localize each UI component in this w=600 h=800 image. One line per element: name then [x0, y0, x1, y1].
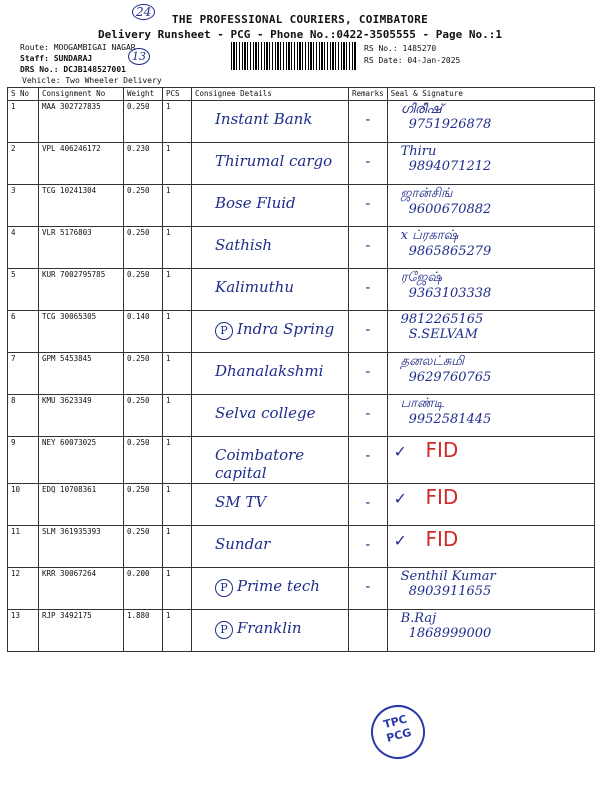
- remark-mark: -: [363, 579, 373, 595]
- cell-weight: 0.250: [124, 526, 163, 568]
- seal-phone: 9629760765: [408, 370, 492, 385]
- cell-pcs: 1: [163, 484, 192, 526]
- consignee-name: Thirumal cargo: [215, 152, 333, 170]
- consignee-name: Franklin: [237, 619, 302, 637]
- cell-consignee: [192, 568, 349, 610]
- cell-seal: [387, 311, 594, 353]
- cell-seal: [387, 610, 594, 652]
- table-row: [8, 143, 595, 185]
- seal-phone: 9865865279: [408, 244, 492, 259]
- cell-seal: [387, 185, 594, 227]
- cell-remarks: [349, 395, 388, 437]
- drs-number: DRS No.: DCJB148527001: [20, 65, 126, 74]
- cell-consignment: TCG 10241304: [39, 185, 124, 227]
- cell-pcs: 1: [163, 568, 192, 610]
- cell-remarks: [349, 437, 388, 484]
- cell-sno: 2: [8, 143, 39, 185]
- cell-consignee: [192, 395, 349, 437]
- seal-name: ரஜேஷ்: [400, 270, 442, 285]
- cell-weight: 1.880: [124, 610, 163, 652]
- cell-pcs: 1: [163, 353, 192, 395]
- cell-consignment: TCG 30065305: [39, 311, 124, 353]
- tick-mark: ✓: [394, 441, 406, 462]
- cell-consignee: [192, 143, 349, 185]
- cell-consignee: [192, 227, 349, 269]
- consignee-name: Selva college: [215, 404, 316, 422]
- table-row: [8, 227, 595, 269]
- col-seal: Seal & Signature: [387, 88, 594, 101]
- col-pcs: PCS: [163, 88, 192, 101]
- seal-phone: 9952581445: [408, 412, 492, 427]
- cell-sno: 10: [8, 484, 39, 526]
- consignee-name: Prime tech: [237, 577, 320, 595]
- cell-pcs: 1: [163, 185, 192, 227]
- rs-date: RS Date: 04-Jan-2025: [364, 56, 461, 65]
- remark-mark: -: [363, 280, 373, 296]
- remark-mark: -: [363, 448, 373, 464]
- seal-name: தனலட்சுமி: [400, 354, 465, 369]
- cell-seal: [387, 568, 594, 610]
- seal-name: பாண்டி: [400, 396, 444, 411]
- cell-consignee: [192, 269, 349, 311]
- cell-consignment: VPL 406246172: [39, 143, 124, 185]
- cell-remarks: [349, 185, 388, 227]
- seal-phone: 8903911655: [408, 584, 492, 599]
- cell-seal: [387, 143, 594, 185]
- cell-consignment: SLM 361935393: [39, 526, 124, 568]
- table-row: [8, 311, 595, 353]
- cell-consignee: [192, 101, 349, 143]
- seal-name: 9812265165: [400, 312, 484, 327]
- cell-weight: 0.140: [124, 311, 163, 353]
- cell-weight: 0.250: [124, 101, 163, 143]
- cell-weight: 0.250: [124, 484, 163, 526]
- vehicle-label: Vehicle: Two Wheeler Delivery: [22, 76, 162, 85]
- consignee-name: Sathish: [215, 236, 273, 254]
- cell-seal: [387, 395, 594, 437]
- cell-weight: 0.250: [124, 227, 163, 269]
- runsheet-table: [7, 87, 595, 652]
- cell-seal: [387, 526, 594, 568]
- cell-seal: [387, 484, 594, 526]
- col-sno: S No: [8, 88, 39, 101]
- cell-consignment: KMU 3623349: [39, 395, 124, 437]
- cell-pcs: 1: [163, 437, 192, 484]
- staff-label: Staff: SUNDARAJ: [20, 54, 93, 63]
- cell-pcs: 1: [163, 395, 192, 437]
- consignee-name: Dhanalakshmi: [215, 362, 324, 380]
- barcode: [231, 42, 357, 70]
- cell-sno: 5: [8, 269, 39, 311]
- seal-phone: 1868999000: [408, 626, 492, 641]
- cell-consignment: RJP 3492175: [39, 610, 124, 652]
- cell-seal: [387, 437, 594, 484]
- col-remarks: Remarks: [349, 88, 388, 101]
- remark-mark: -: [363, 196, 373, 212]
- cell-weight: 0.230: [124, 143, 163, 185]
- seal-name: Thiru: [400, 144, 437, 159]
- table-row: [8, 269, 595, 311]
- remark-mark: -: [363, 238, 373, 254]
- circled-p-icon: P: [215, 621, 233, 639]
- runsheet-subtitle: Delivery Runsheet - PCG - Phone No.:0422-3505555 - Page No.:1: [98, 28, 502, 41]
- seal-name: x ப்ரகாஷ்: [400, 228, 459, 243]
- cell-consignment: KRR 30067264: [39, 568, 124, 610]
- cell-seal: [387, 269, 594, 311]
- fid-mark: FID: [425, 485, 459, 509]
- company-title: THE PROFESSIONAL COURIERS, COIMBATORE: [171, 13, 429, 26]
- company-stamp: [365, 699, 431, 765]
- remark-mark: -: [363, 154, 373, 170]
- seal-phone: 9600670882: [408, 202, 492, 217]
- cell-remarks: [349, 143, 388, 185]
- table-row: [8, 568, 595, 610]
- table-row: [8, 610, 595, 652]
- consignee-name: Sundar: [215, 535, 271, 553]
- remark-mark: -: [363, 112, 373, 128]
- cell-sno: 8: [8, 395, 39, 437]
- seal-phone: S.SELVAM: [408, 327, 478, 342]
- table-row: [8, 101, 595, 143]
- cell-sno: 4: [8, 227, 39, 269]
- circled-p-icon: P: [215, 579, 233, 597]
- cell-pcs: 1: [163, 143, 192, 185]
- cell-sno: 6: [8, 311, 39, 353]
- cell-remarks: [349, 568, 388, 610]
- seal-phone: 9751926878: [408, 117, 492, 132]
- cell-remarks: [349, 610, 388, 652]
- cell-seal: [387, 353, 594, 395]
- consignee-name: SM TV: [215, 493, 267, 511]
- cell-remarks: [349, 526, 388, 568]
- cell-consignee: [192, 484, 349, 526]
- seal-name: B.Raj: [400, 611, 437, 626]
- cell-weight: 0.250: [124, 269, 163, 311]
- remark-mark: -: [363, 495, 373, 511]
- cell-consignment: NEY 60073025: [39, 437, 124, 484]
- table-row: [8, 484, 595, 526]
- cell-remarks: [349, 311, 388, 353]
- cell-weight: 0.250: [124, 353, 163, 395]
- cell-consignee: [192, 526, 349, 568]
- cell-sno: 12: [8, 568, 39, 610]
- tick-mark: ✓: [394, 530, 406, 551]
- col-weight: Weight: [124, 88, 163, 101]
- cell-sno: 13: [8, 610, 39, 652]
- cell-sno: 7: [8, 353, 39, 395]
- cell-weight: 0.200: [124, 568, 163, 610]
- cell-remarks: [349, 269, 388, 311]
- table-row: [8, 395, 595, 437]
- cell-consignment: EDQ 10708361: [39, 484, 124, 526]
- cell-consignment: KUR 7002795785: [39, 269, 124, 311]
- cell-sno: 3: [8, 185, 39, 227]
- table-row: [8, 185, 595, 227]
- cell-sno: 9: [8, 437, 39, 484]
- seal-phone: 9894071212: [408, 159, 492, 174]
- cell-consignment: MAA 302727835: [39, 101, 124, 143]
- seal-name: ஜான்சிங்: [400, 186, 453, 201]
- stamp-line2: PCG: [385, 725, 413, 745]
- remark-mark: -: [363, 364, 373, 380]
- cell-sno: 1: [8, 101, 39, 143]
- remark-mark: -: [363, 406, 373, 422]
- seal-phone: 9363103338: [408, 286, 492, 301]
- remark-mark: -: [363, 537, 373, 553]
- cell-consignment: VLR 5176803: [39, 227, 124, 269]
- col-consignment: Consignment No: [39, 88, 124, 101]
- cell-remarks: [349, 227, 388, 269]
- fid-mark: FID: [425, 438, 459, 462]
- remark-mark: -: [363, 322, 373, 338]
- fid-mark: FID: [425, 527, 459, 551]
- cell-remarks: [349, 484, 388, 526]
- consignee-name: Instant Bank: [215, 110, 313, 128]
- cell-remarks: [349, 101, 388, 143]
- cell-consignee: [192, 185, 349, 227]
- col-consignee: Consignee Details: [192, 88, 349, 101]
- cell-pcs: 1: [163, 269, 192, 311]
- staff-scribble: 13: [128, 48, 150, 65]
- cell-consignee: [192, 610, 349, 652]
- cell-pcs: 1: [163, 311, 192, 353]
- page-number-scribble: 24: [132, 4, 155, 20]
- tick-mark: ✓: [394, 488, 406, 509]
- rs-number: RS No.: 1485270: [364, 44, 437, 53]
- cell-pcs: 1: [163, 227, 192, 269]
- cell-sno: 11: [8, 526, 39, 568]
- table-row: [8, 437, 595, 484]
- cell-remarks: [349, 353, 388, 395]
- cell-consignment: GPM 5453845: [39, 353, 124, 395]
- stamp-line1: TPC: [382, 712, 409, 732]
- table-header-row: [8, 88, 595, 101]
- cell-consignee: [192, 311, 349, 353]
- consignee-name: Bose Fluid: [215, 194, 296, 212]
- seal-name: ഗിരീഷ്: [400, 102, 442, 117]
- route-label: Route: MOOGAMBIGAI NAGAR: [20, 43, 136, 52]
- table-row: [8, 353, 595, 395]
- cell-pcs: 1: [163, 526, 192, 568]
- consignee-name: Kalimuthu: [215, 278, 294, 296]
- cell-consignee: [192, 437, 349, 484]
- cell-weight: 0.250: [124, 437, 163, 484]
- cell-consignee: [192, 353, 349, 395]
- cell-seal: [387, 101, 594, 143]
- cell-weight: 0.250: [124, 185, 163, 227]
- cell-pcs: 1: [163, 101, 192, 143]
- cell-seal: [387, 227, 594, 269]
- seal-name: Senthil Kumar: [400, 569, 496, 584]
- table-row: [8, 526, 595, 568]
- circled-p-icon: P: [215, 322, 233, 340]
- consignee-name: Coimbatore capital: [215, 446, 305, 482]
- cell-pcs: 1: [163, 610, 192, 652]
- cell-weight: 0.250: [124, 395, 163, 437]
- consignee-name: Indra Spring: [237, 320, 335, 338]
